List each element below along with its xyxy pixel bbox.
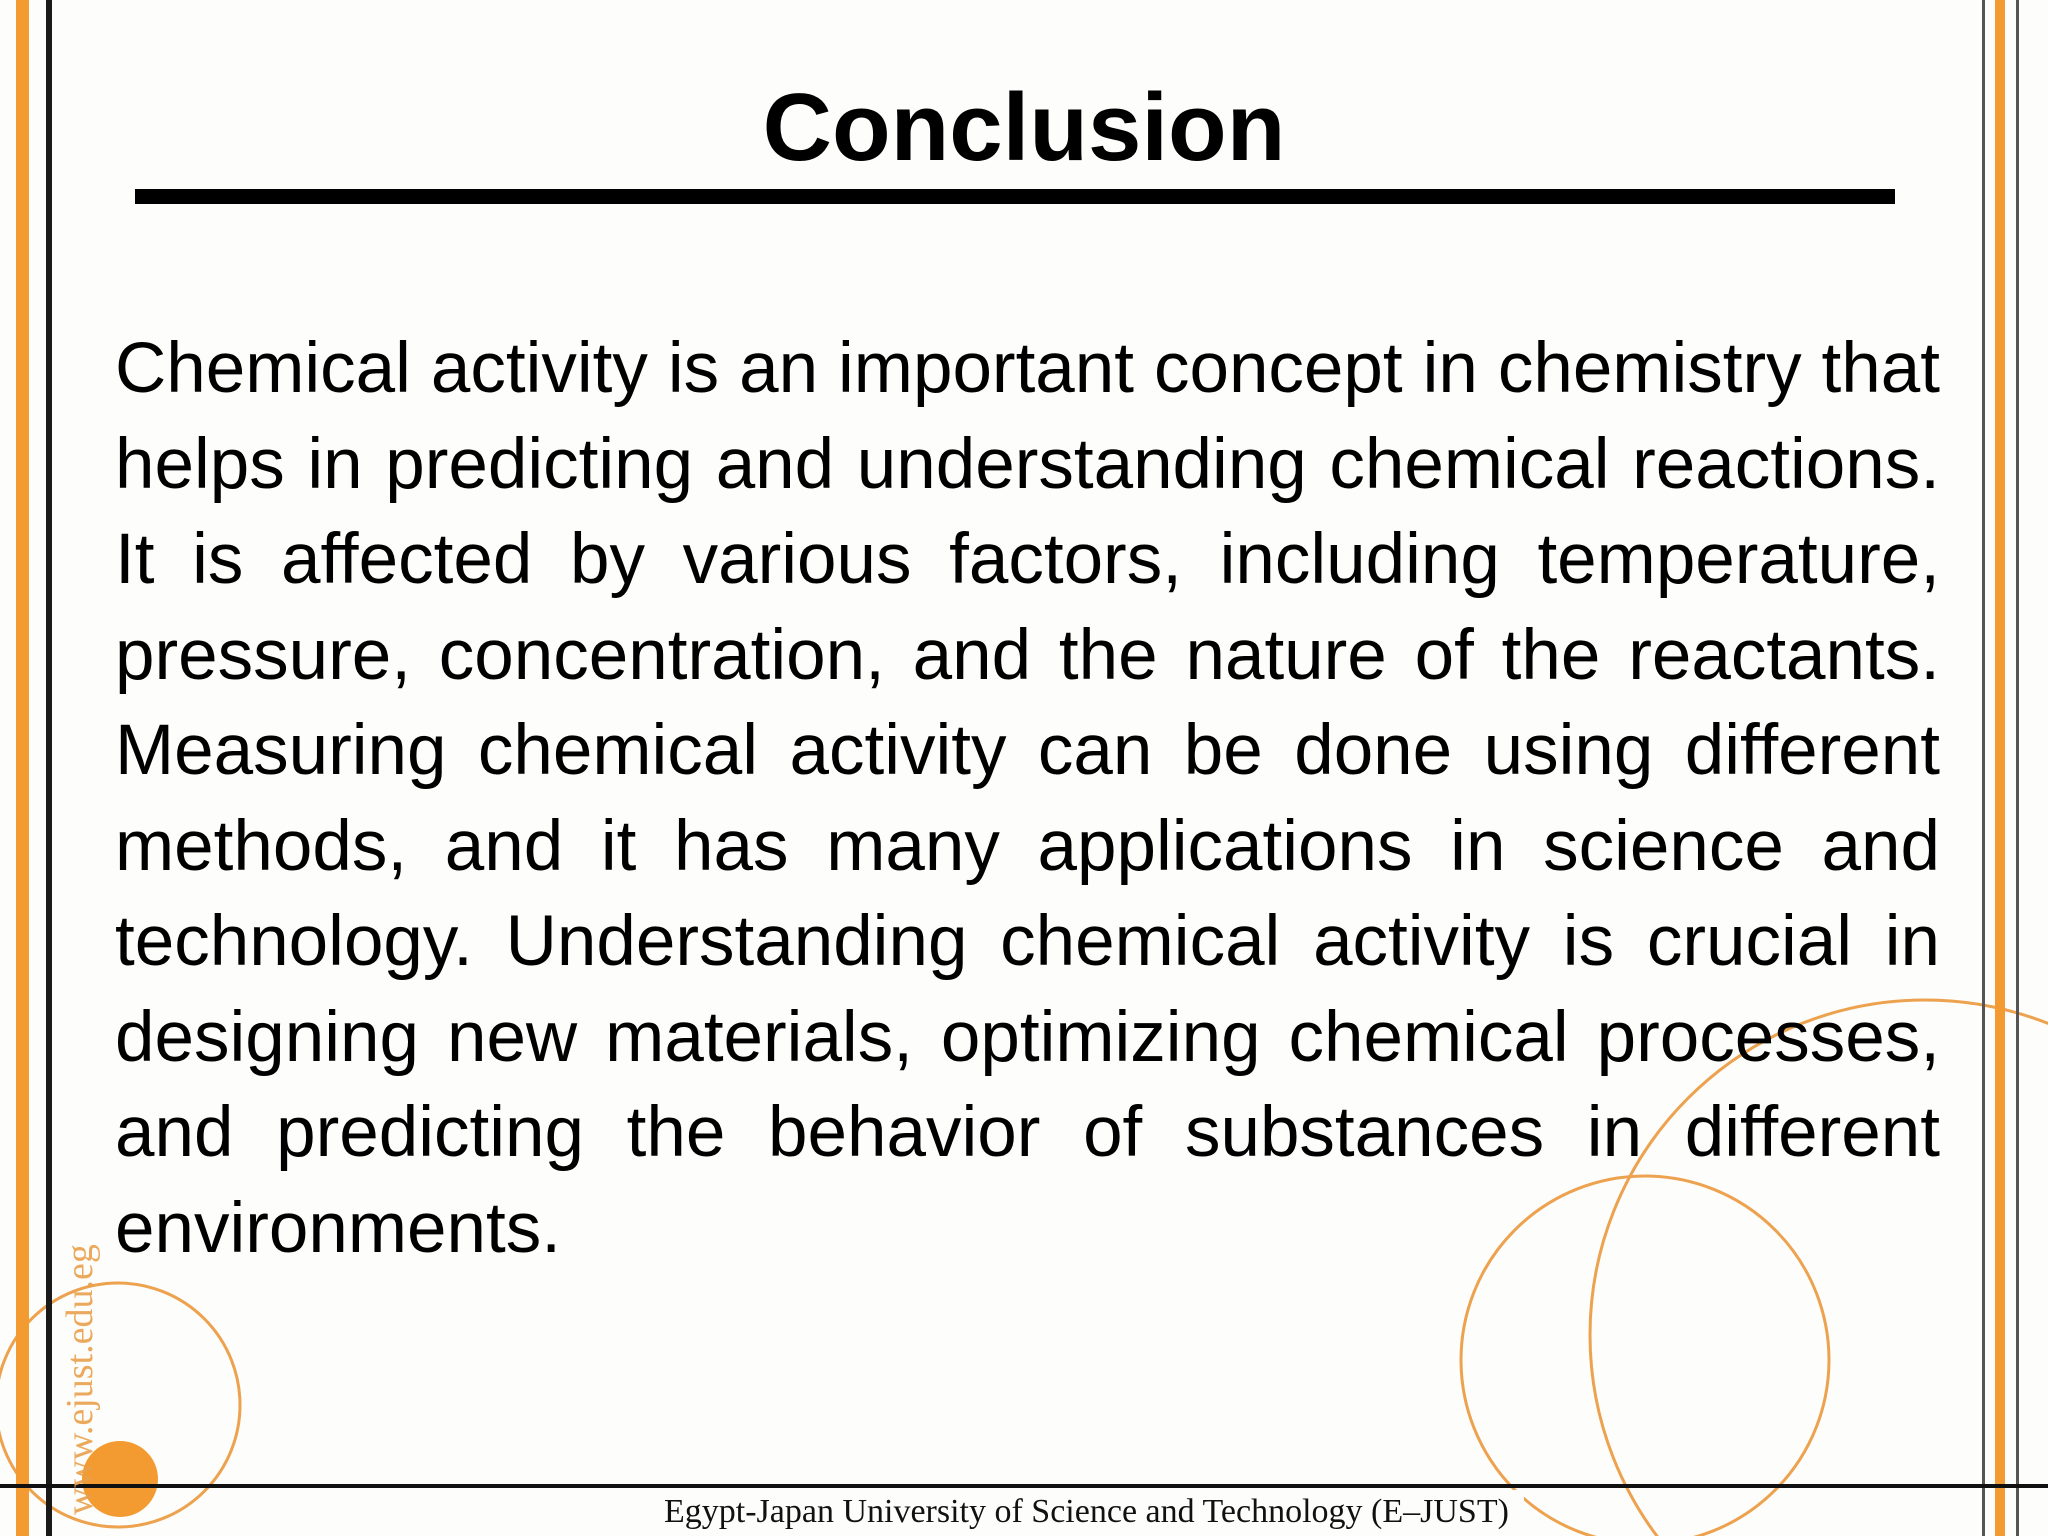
footer-divider <box>0 1484 2048 1488</box>
right-orange-bar <box>1995 0 2005 1536</box>
conclusion-paragraph: Chemical activity is an important concept in chemistry that helps in predicting and understanding chemical reactions. It is affected by various factors, including temperature, pressure, concentration, and the nature of the reactants. Measuring chemical activity can be done using different methods, and it has many applications in science and technology. Understanding chemical activity is crucial in designing new materials, optimizing chemical processes, and predicting the behavior of substances in different environments. <box>115 329 1940 1268</box>
right-gray-line <box>1982 0 1985 1536</box>
title-underline <box>135 189 1895 204</box>
website-watermark: www.ejust.edu.eg <box>59 1244 101 1515</box>
right-gray-line-outer <box>2016 0 2019 1536</box>
left-orange-bar <box>16 0 29 1536</box>
footer-institution: Egypt-Japan University of Science and Technology (E–JUST) <box>660 1490 1524 1536</box>
left-black-bar <box>46 0 52 1536</box>
slide-title: Conclusion <box>762 74 1286 181</box>
